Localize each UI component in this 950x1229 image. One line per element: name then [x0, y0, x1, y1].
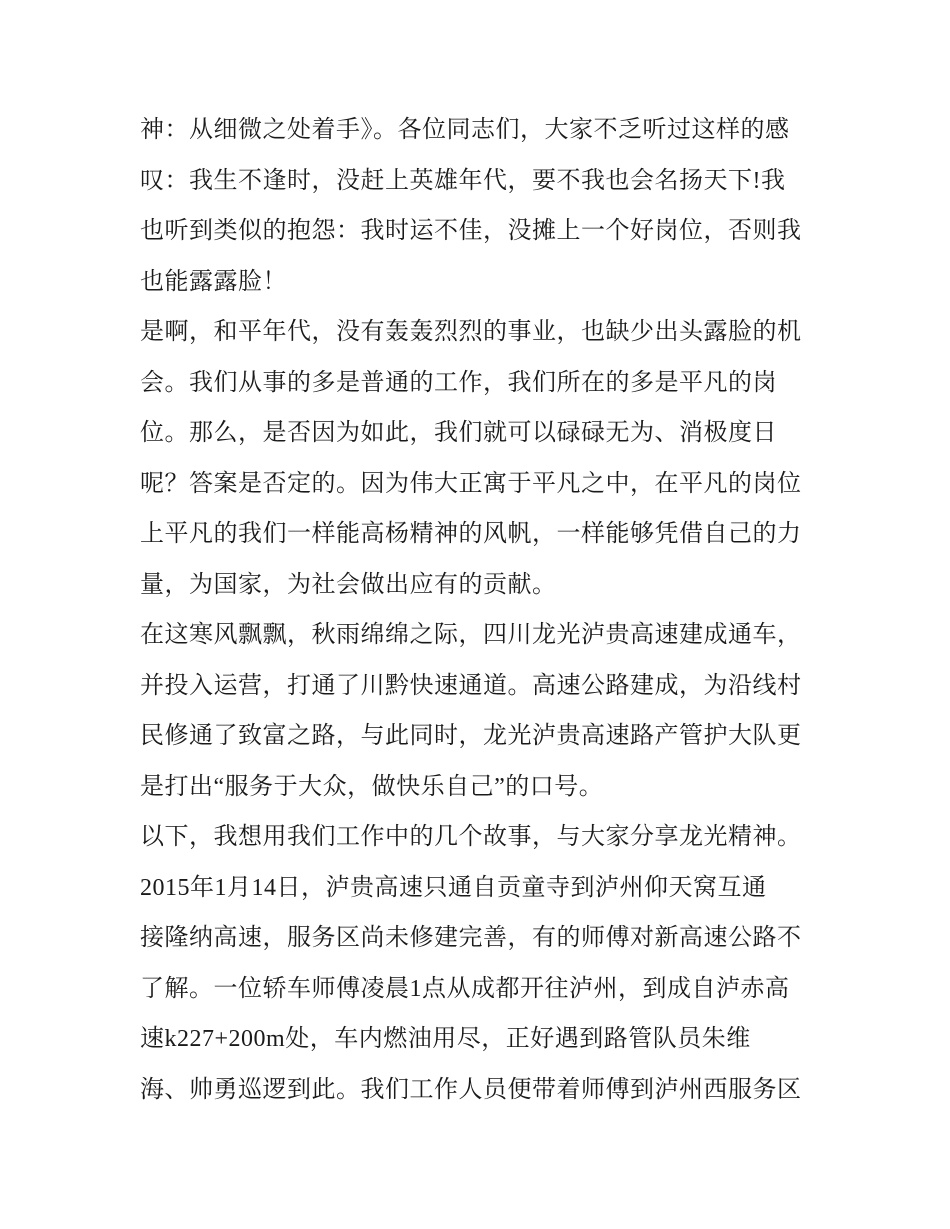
document-body [140, 105, 820, 1115]
text-line: 上平凡的我们一样能高杨精神的风帆，一样能够凭借自己的力 [140, 521, 802, 547]
text-line: 是打出“服务于大众，做快乐自己”的口号。 [140, 773, 604, 800]
text-line: 会。我们从事的多是普通的工作，我们所在的多是平凡的岗 [140, 369, 777, 396]
text-line: 也听到类似的抱怨：我时运不佳，没摊上一个好岗位，否则我 [140, 218, 802, 244]
text-line: 位。那么，是否因为如此，我们就可以碌碌无为、消极度日 [140, 420, 777, 446]
text-line: 叹：我生不逢时，没赶上英雄年代，要不我也会名扬天下!我 [140, 167, 786, 194]
text-line: 民修通了致富之路，与此同时，龙光泸贵高速路产管护大队更 [140, 723, 802, 749]
text-line: 是啊，和平年代，没有轰轰烈烈的事业，也缺少出头露脸的机 [140, 319, 802, 345]
text-line: 以下，我想用我们工作中的几个故事，与大家分享龙光精神。 [140, 824, 802, 850]
text-line: 在这寒风飘飘，秋雨绵绵之际，四川龙光泸贵高速建成通车， [140, 622, 802, 648]
text-line: 了解。一位轿车师傅凌晨1点从成都开往泸州，到成自泸赤高 [140, 975, 790, 1002]
text-line: 也能露露脸！ [140, 268, 287, 295]
text-line: 呢？答案是否定的。因为伟大正寓于平凡之中，在平凡的岗位 [140, 470, 802, 497]
text-line: 接隆纳高速，服务区尚未修建完善，有的师傅对新高速公路不 [140, 925, 802, 951]
text-line: 2015年1月14日，泸贵高速只通自贡童寺到泸州仰天窝互通 [140, 874, 767, 901]
text-line: 并投入运营，打通了川黔快速通道。高速公路建成，为沿线村 [140, 672, 802, 699]
text-line: 量，为国家，为社会做出应有的贡献。 [140, 571, 557, 598]
text-line: 神：从细微之处着手》。各位同志们，大家不乏听过这样的感 [140, 117, 790, 143]
text-line: 速k227+200m处，车内燃油用尽，正好遇到路管队员朱维 [140, 1026, 751, 1052]
text-line: 海、帅勇巡逻到此。我们工作人员便带着师傅到泸州西服务区 [140, 1076, 802, 1103]
